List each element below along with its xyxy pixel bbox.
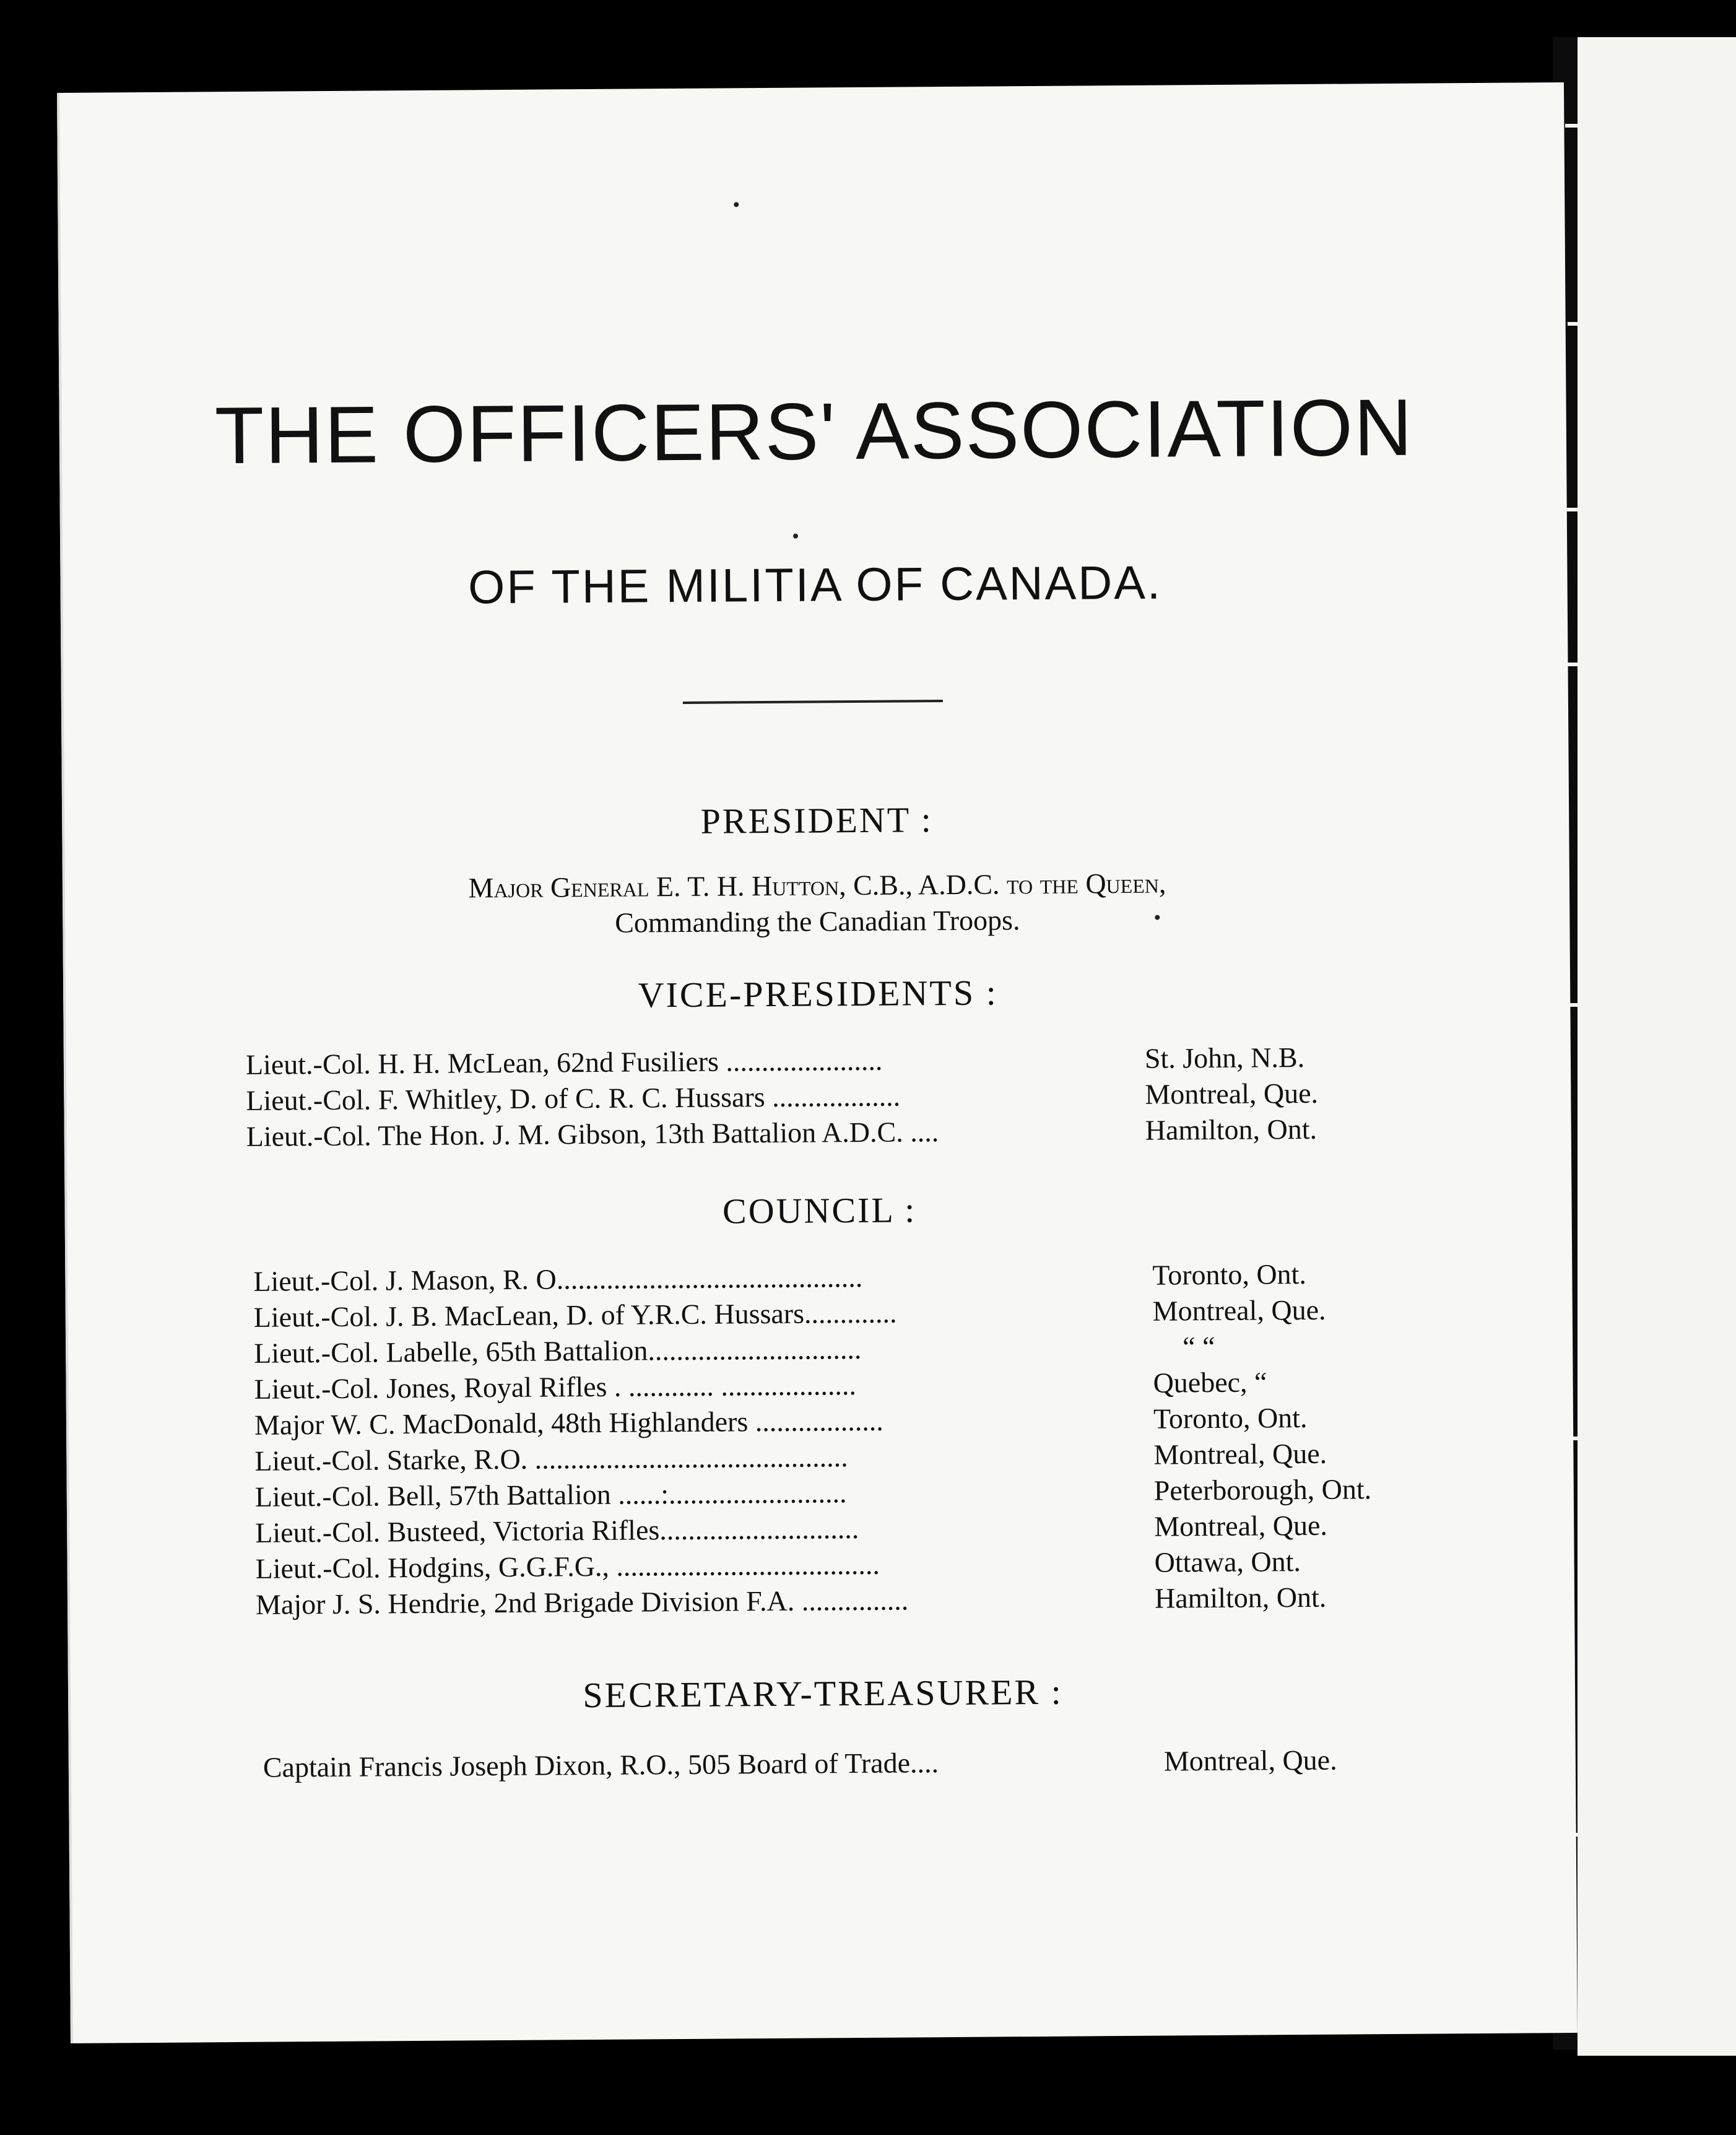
officer-name: Lieut.-Col. J. Mason, R. O........................................... xyxy=(253,1261,863,1297)
officer-location: Montreal, Que. xyxy=(1153,1437,1327,1471)
officer-location: Peterborough, Ont. xyxy=(1153,1473,1372,1507)
officer-name: Lieut.-Col. Bell, 57th Battalion ......:......................... xyxy=(254,1477,847,1513)
officer-location: Toronto, Ont. xyxy=(1152,1258,1307,1291)
officer-location: Hamilton, Ont. xyxy=(1145,1113,1317,1146)
secretary-treasurer-heading: SECRETARY-TREASURER : xyxy=(583,1671,1063,1716)
officer-location: Toronto, Ont. xyxy=(1153,1401,1308,1435)
secretary-treasurer-row xyxy=(71,1742,1576,1788)
officer-name: Lieut.-Col. Labelle, 65th Battalion.............................. xyxy=(254,1333,862,1369)
officer-name: Lieut.-Col. Jones, Royal Rifles . ............ ................... xyxy=(254,1369,857,1405)
facing-page xyxy=(1578,37,1736,2056)
officer-name: Captain Francis Joseph Dixon, R.O., 505 Board of Trade.... xyxy=(263,1747,939,1783)
officer-location: “ “ xyxy=(1183,1330,1215,1363)
document-subtitle: OF THE MILITIA OF CANADA. xyxy=(467,556,1163,614)
president-title: Commanding the Canadian Troops. xyxy=(615,904,1020,939)
document-page xyxy=(57,82,1578,2043)
officer-name: Lieut.-Col. F. Whitley, D. of C. R. C. Hussars .................. xyxy=(246,1080,901,1116)
officer-location: Montreal, Que. xyxy=(1152,1294,1326,1327)
officer-location: Montreal, Que. xyxy=(1163,1744,1337,1777)
officer-name: Lieut.-Col. J. B. MacLean, D. of Y.R.C. Hussars............. xyxy=(253,1297,897,1333)
officer-name: Lieut.-Col. Hodgins, G.G.F.G., ..................................... xyxy=(255,1548,880,1585)
officer-name: Lieut.-Col. Starke, R.O. ............................................ xyxy=(254,1441,848,1477)
officer-location: Hamilton, Ont. xyxy=(1154,1581,1327,1614)
officer-name: Major W. C. MacDonald, 48th Highlanders .................. xyxy=(254,1404,883,1441)
officer-location: Quebec, “ xyxy=(1153,1366,1267,1399)
officer-location: Ottawa, Ont. xyxy=(1154,1546,1301,1578)
officer-name: Lieut.-Col. H. H. McLean, 62nd Fusiliers ...................... xyxy=(245,1044,883,1081)
president-heading: PRESIDENT : xyxy=(700,799,934,841)
officer-name: Major J. S. Hendrie, 2nd Brigade Division F.A. ............... xyxy=(255,1584,909,1620)
speck xyxy=(734,202,739,207)
vice-presidents-heading: VICE-PRESIDENTS : xyxy=(638,972,998,1015)
council-heading: COUNCIL : xyxy=(722,1189,917,1232)
officer-location: St. John, N.B. xyxy=(1144,1041,1305,1074)
title-divider xyxy=(683,700,943,704)
speck xyxy=(793,534,798,539)
officer-location: Montreal, Que. xyxy=(1154,1509,1328,1542)
officer-name: Lieut.-Col. Busteed, Victoria Rifles............................ xyxy=(255,1513,859,1549)
officer-location: Montreal, Que. xyxy=(1145,1077,1319,1110)
document-title: THE OFFICERS' ASSOCIATION xyxy=(214,381,1414,481)
president-name: Major General E. T. H. Hutton, C.B., A.D.C. to the Queen, xyxy=(468,867,1166,904)
officer-name: Lieut.-Col. The Hon. J. M. Gibson, 13th Battalion A.D.C. .... xyxy=(246,1116,939,1152)
